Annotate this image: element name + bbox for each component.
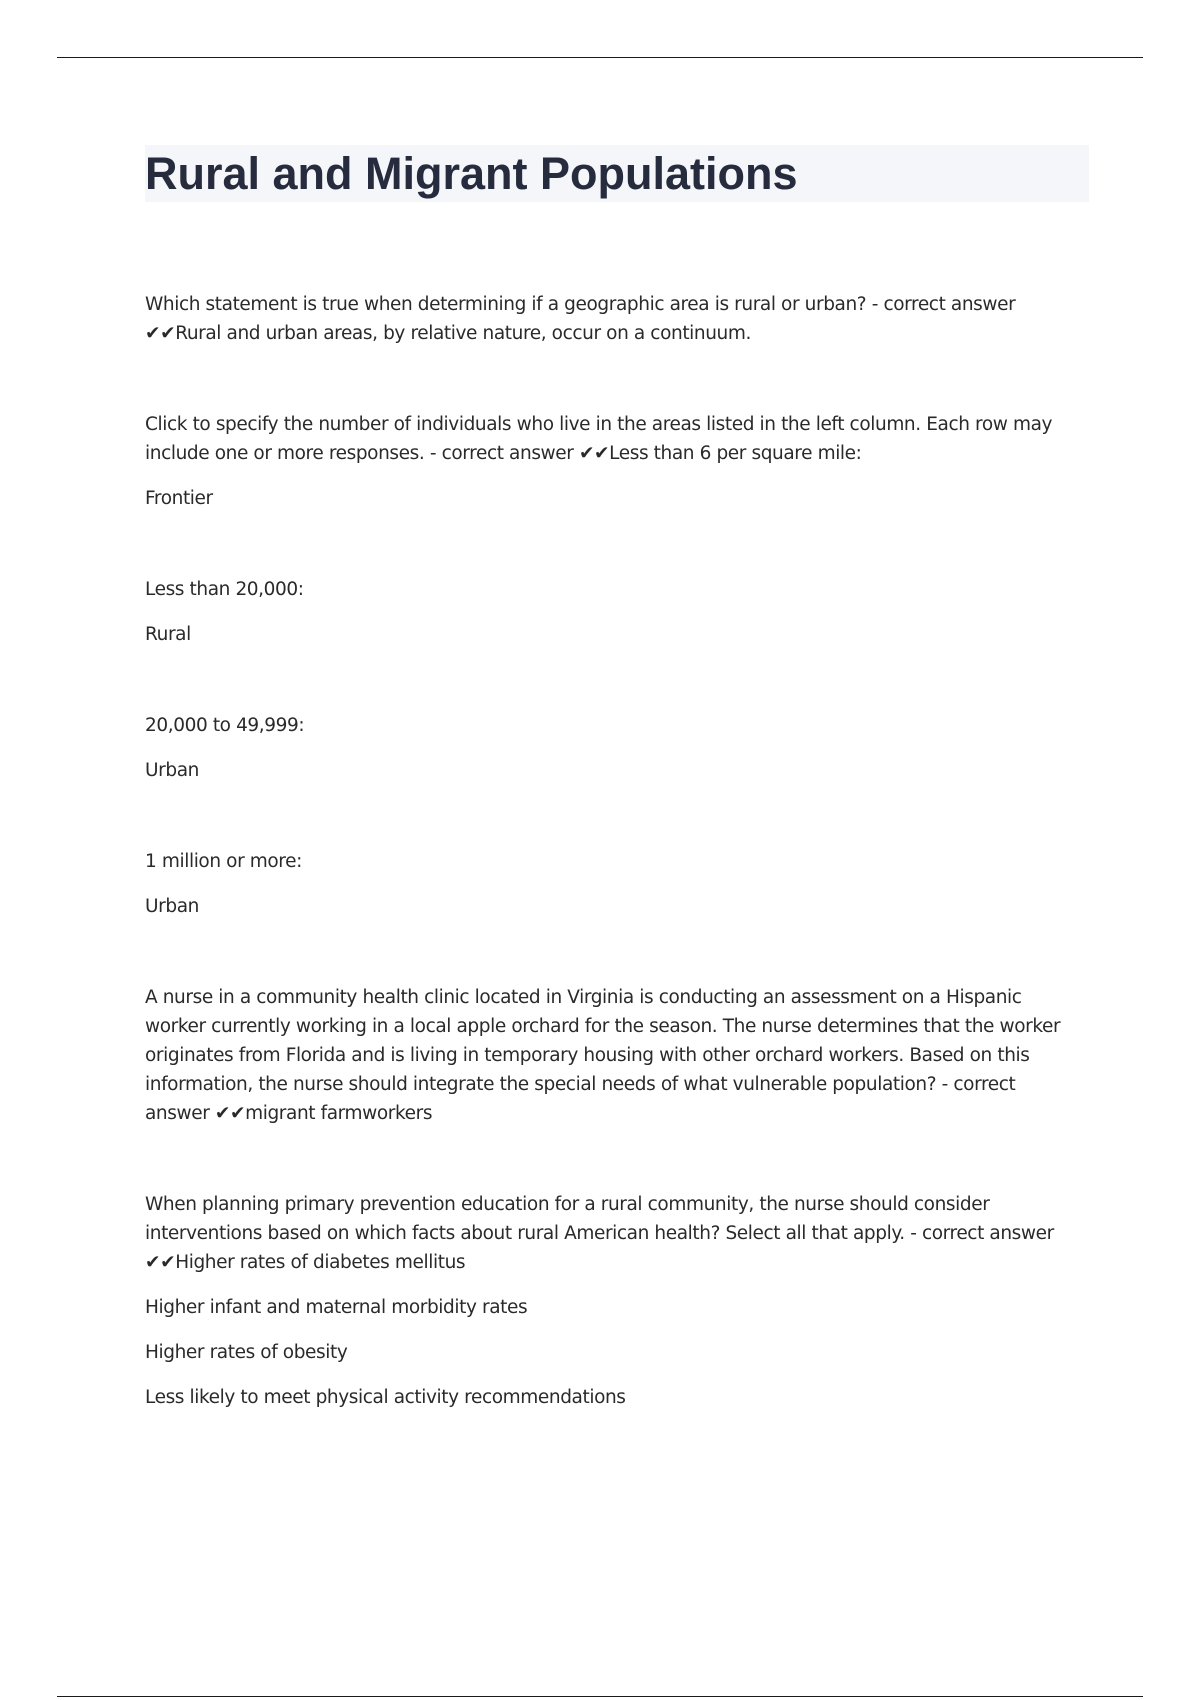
spacer [145,513,1075,575]
answer-line: 20,000 to 49,999: [145,715,305,736]
answer-line: Higher rates of obesity [145,1342,348,1363]
spacer [145,785,1075,847]
bottom-divider [57,1696,1143,1697]
question-4: When planning primary prevention education for a rural community, the nurse should consider interventions based on which facts about rural American health? Select all that apply. - correct answer ✔✔Higher rates of diabetes mellitus [145,1194,1054,1273]
spacer [145,649,1075,711]
answer-line: Urban [145,760,199,781]
top-divider [57,57,1143,58]
answer-line: Rural [145,624,191,645]
question-3: A nurse in a community health clinic located in Virginia is conducting an assessment on a Hispanic worker currently working in a local apple orchard for the season. The nurse determines that the worker originates from Florida and is living in temporary housing with other orchard workers. Based on this information, the nurse should integrate the special needs of what vulnerable population? - correct answer ✔✔migrant farmworkers [145,987,1061,1124]
spacer [145,740,1075,756]
answer-line: Less than 20,000: [145,579,304,600]
document-body [145,290,1075,1412]
page-title: Rural and Migrant Populations [145,148,798,199]
spacer [145,921,1075,983]
spacer [145,1322,1075,1338]
spacer [145,348,1075,410]
answer-line: Higher infant and maternal morbidity rates [145,1297,528,1318]
answer-line: Less likely to meet physical activity recommendations [145,1387,626,1408]
answer-line: Urban [145,896,199,917]
title-banner [145,145,1089,202]
question-1: Which statement is true when determining if a geographic area is rural or urban? - correct answer ✔✔Rural and urban areas, by relative nature, occur on a continuum. [145,294,1016,344]
answer-line: 1 million or more: [145,851,302,872]
spacer [145,604,1075,620]
answer-line: Frontier [145,488,213,509]
spacer [145,876,1075,892]
spacer [145,468,1075,484]
question-2: Click to specify the number of individuals who live in the areas listed in the left column. Each row may include one or more responses. - correct answer ✔✔Less than 6 per square mile: [145,414,1053,464]
spacer [145,1277,1075,1293]
spacer [145,1128,1075,1190]
spacer [145,1367,1075,1383]
